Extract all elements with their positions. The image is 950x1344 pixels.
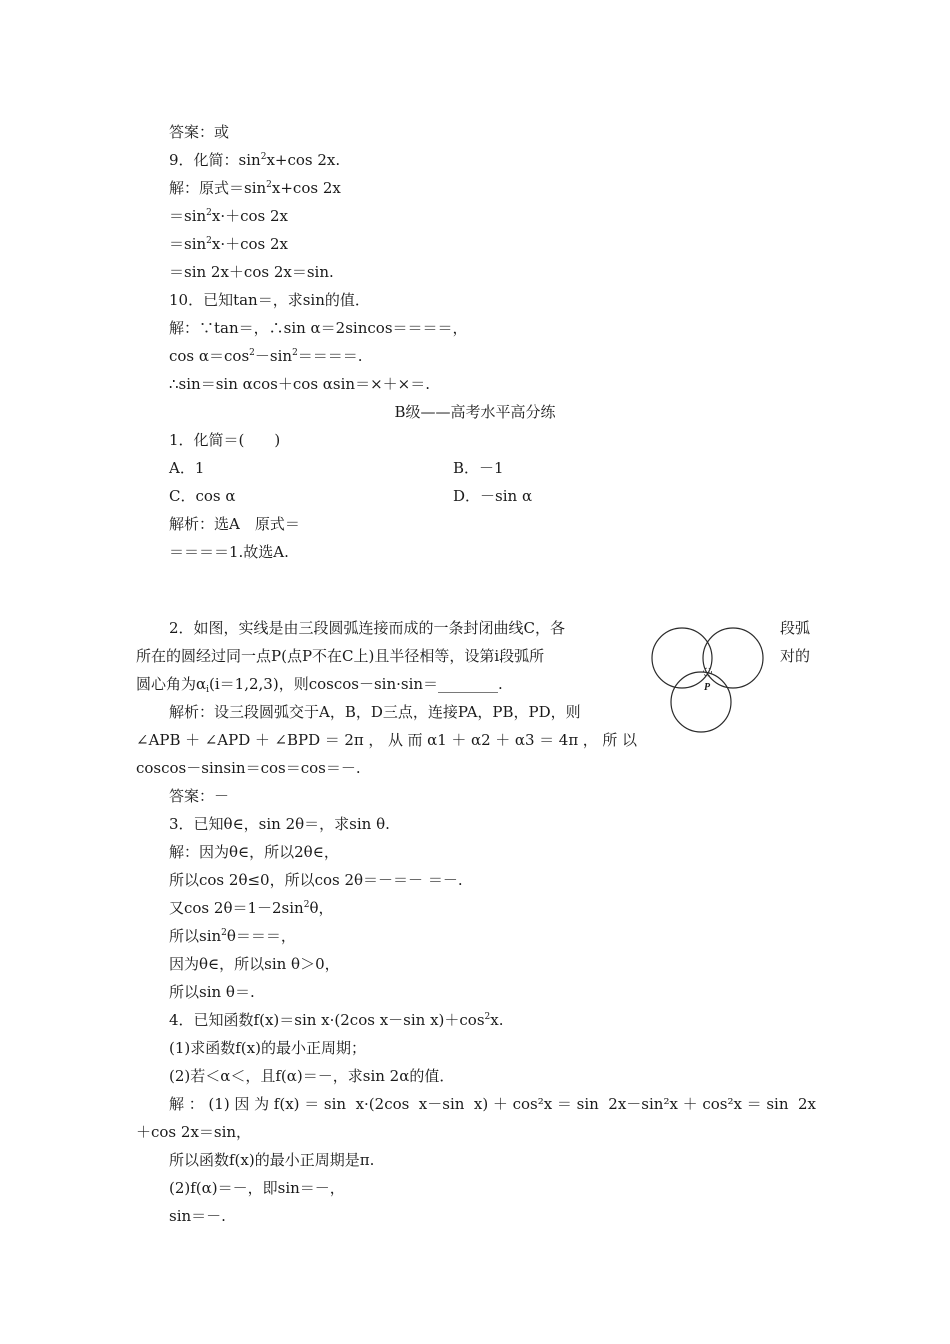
b4-solution-line-4: (2)f(α)＝－，即sin＝－， <box>169 1179 345 1197</box>
b3-solution-line-5: 因为θ∈，所以sin θ＞0， <box>169 955 340 973</box>
q9-solution-line-2: $=\sin^2x\cdot+\cos$ 2x <box>169 207 289 225</box>
b2-line-3: 圆心角为$\alpha_i(i=1,2,3)$，则coscos－sin·sin＝________. <box>136 675 503 695</box>
b4-title: 4．已知函数f(x)＝sin x·(2cos x－sin $x)+\cos^2x$. <box>169 1011 504 1029</box>
b1-title: 1．化简＝( ) <box>169 431 281 449</box>
point-p-label: P <box>704 682 711 693</box>
b3-solution-line-3: 又$\cos 2\theta=1-2\sin^2\theta$， <box>169 899 334 917</box>
b2-analysis-line-1: 解析：设三段圆弧交于A，B，D三点，连接PA，PB，PD，则 <box>169 703 581 721</box>
b2-answer: 答案：－ <box>169 787 230 805</box>
q10-solution-line-2: $\cos \alpha=\cos^2-\sin^2====$. <box>169 347 363 365</box>
b2-line-2-tail: 对的 <box>780 647 811 665</box>
q9-solution-line-4: ＝sin 2x＋cos 2x＝sin. <box>169 263 334 281</box>
b1-analysis-line-2: ＝＝＝＝1.故选A. <box>169 543 289 561</box>
b4-solution-line-5: sin＝－. <box>169 1207 226 1225</box>
b2-analysis-line-3: coscos－sinsin＝cos＝cos＝－. <box>136 759 361 777</box>
b2-line-1-tail: 段弧 <box>780 619 811 637</box>
three-circles-figure <box>648 622 768 734</box>
b1-option-a: A．1 <box>169 459 205 477</box>
q9-solution-line-1: 解：原式$=\sin^2x+\cos$ 2x <box>169 179 341 197</box>
b2-analysis-line-2: ∠APB＋∠APD＋∠BPD＝2π，从而α1＋α2＋α3＝4π，所以 <box>136 731 637 749</box>
b3-solution-line-2: 所以cos 2θ≤0，所以cos 2θ＝－＝－ ＝－. <box>169 871 463 889</box>
b1-option-c: C．cos α <box>169 487 236 505</box>
b1-option-d: D．－sin α <box>453 487 533 505</box>
q9-solution-line-3: $=\sin^2x\cdot+\cos$ 2x <box>169 235 289 253</box>
b1-analysis-line-1: 解析：选A 原式＝ <box>169 515 300 533</box>
q10-solution-line-1: 解：∵tan＝，∴sin α＝2sincos＝＝＝＝， <box>169 319 468 337</box>
b3-solution-line-1: 解：因为θ∈，所以2θ∈， <box>169 843 339 861</box>
b4-solution-line-3: 所以函数f(x)的最小正周期是π. <box>169 1151 375 1169</box>
b3-solution-line-4: 所以$\sin^2\theta===$， <box>169 927 296 945</box>
q10-solution-line-3: ∴sin＝sin αcos＋cos αsin＝×＋×＝. <box>169 375 430 393</box>
section-b-heading: B级——高考水平高分练 <box>394 403 556 421</box>
b3-title: 3．已知θ∈，sin 2θ＝，求sin θ. <box>169 815 390 833</box>
b4-part-2: (2)若＜α＜，且f(α)＝－，求sin 2α的值． <box>169 1067 455 1085</box>
q10-title: 10．已知tan＝，求sin的值． <box>169 291 370 309</box>
b3-solution-line-6: 所以sin θ＝. <box>169 983 255 1001</box>
b1-option-b: B．－1 <box>453 459 504 477</box>
b2-line-2: 所在的圆经过同一点P(点P不在C上)且半径相等，设第i段弧所 <box>136 647 545 665</box>
b2-line-1: 2．如图，实线是由三段圆弧连接而成的一条封闭曲线C，各 <box>169 619 566 637</box>
b4-part-1: (1)求函数f(x)的最小正周期； <box>169 1039 366 1057</box>
answer-8: 答案：或 <box>169 123 230 141</box>
q9-title: 9．化简：$\sin^2x+\cos$ 2x. <box>169 151 341 169</box>
b4-solution-line-1: 解：(1)因为f(x)＝sin x·(2cos x－sin x)＋cos²x＝sin 2x－sin²x＋cos²x＝sin 2x <box>169 1095 816 1113</box>
b4-solution-line-2: ＋cos 2x＝sin， <box>136 1123 252 1141</box>
